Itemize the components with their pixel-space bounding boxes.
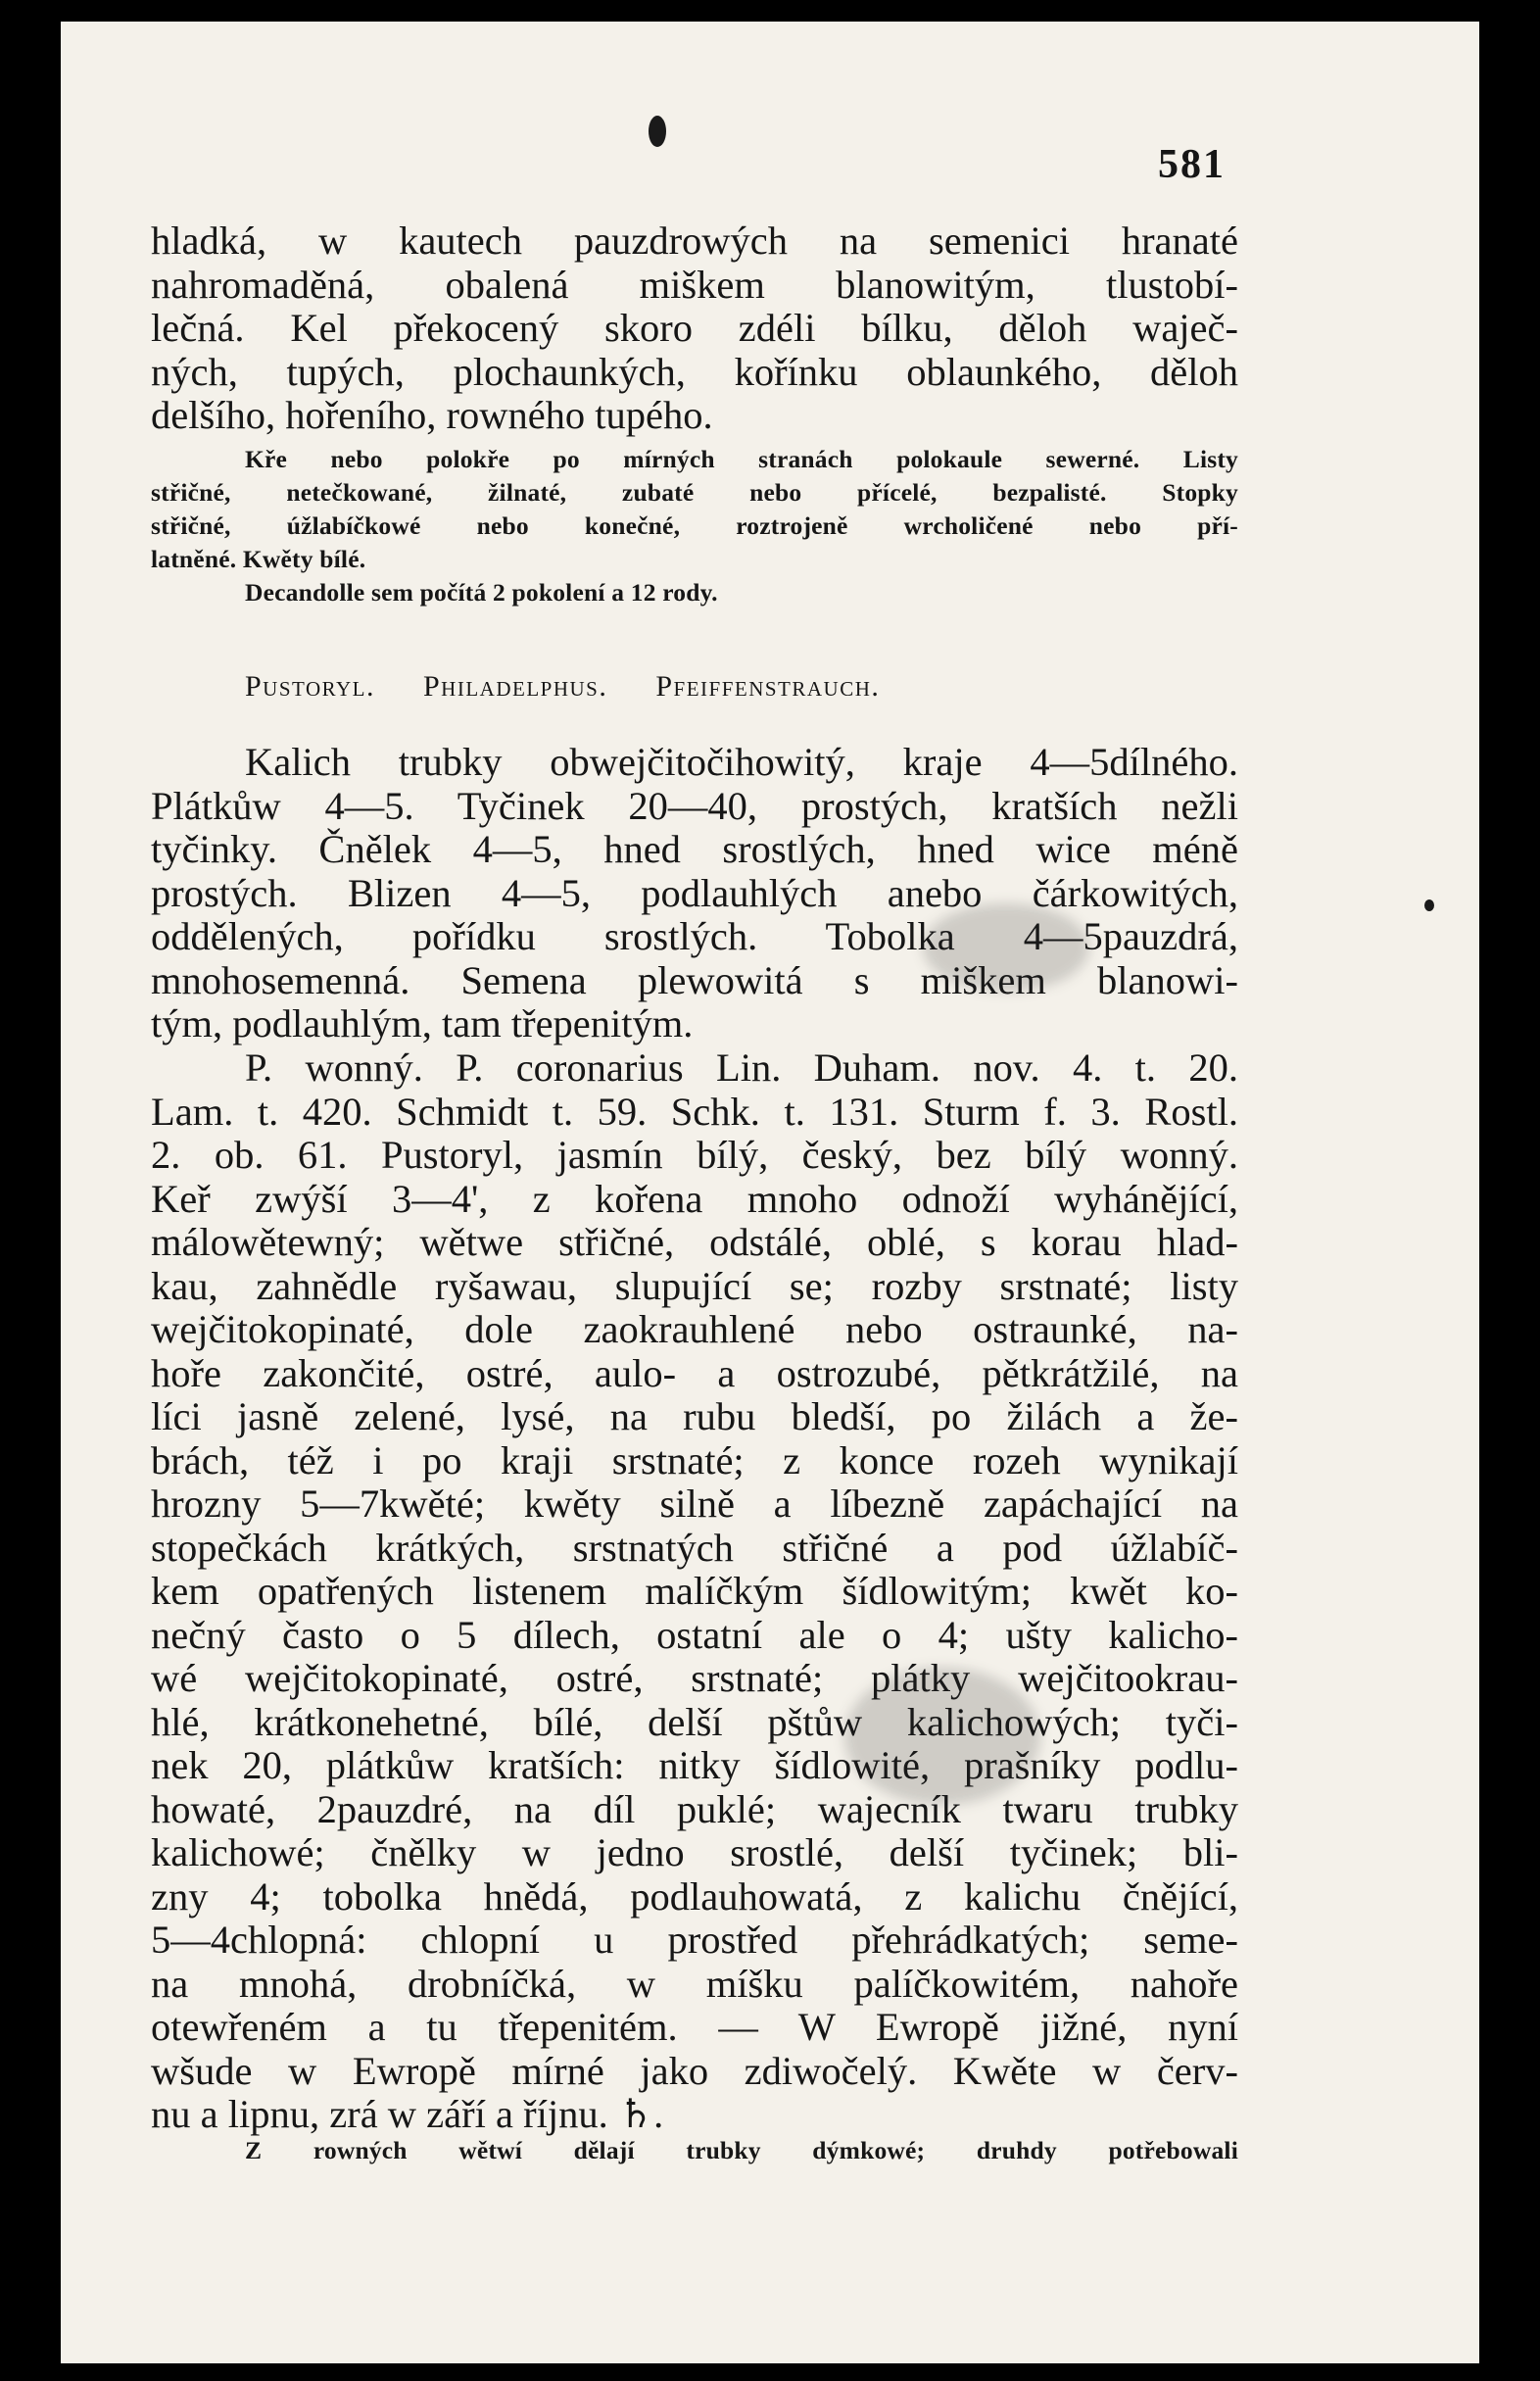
usage-note bbox=[151, 2134, 1238, 2167]
text-line: nek 20, plátkůw kratších: nitky šídlowité, prašníky podlu- bbox=[151, 1743, 1238, 1787]
text-line: Keř zwýší 3—4', z kořena mnoho odnoží wyhánějící, bbox=[151, 1176, 1238, 1221]
text-line: tyčinky. Čnělek 4—5, hned srostlých, hned wice méně bbox=[151, 827, 1238, 871]
text-line: málowětewný; wětwe střičné, odstálé, oblé, s korau hlad- bbox=[151, 1220, 1238, 1264]
note-line: Kře nebo polokře po mírných stranách polokaule sewerné. Listy bbox=[245, 445, 1238, 473]
text-line: nu a lipnu, zrá w září a říjnu. ♄. bbox=[151, 2092, 664, 2136]
text-line: howaté, 2pauzdré, na díl puklé; wajecník twaru trubky bbox=[151, 1786, 1238, 1831]
genus-description bbox=[151, 741, 1238, 1046]
note-line: Decandolle sem počítá 2 pokolení a 12 rody. bbox=[245, 578, 718, 607]
ink-blot bbox=[649, 116, 666, 147]
species-description bbox=[151, 1046, 1238, 2137]
text-line: hladká, w kautech pauzdrowých na semenici hranaté bbox=[151, 219, 1238, 263]
genus-name-czech: Pustoryl. bbox=[245, 670, 375, 703]
text-line: prostých. Blizen 4—5, podlauhlých anebo čárkowitých, bbox=[151, 870, 1238, 915]
book-page bbox=[61, 22, 1479, 2363]
text-line: wejčitokopinaté, dole zaokrauhlené nebo ostraunké, na- bbox=[151, 1307, 1238, 1351]
intro-paragraph bbox=[151, 219, 1238, 438]
text-line: kalichowé; čnělky w jedno srostlé, delší tyčinek; bli- bbox=[151, 1830, 1238, 1874]
text-line: Kalich trubky obwejčitočihowitý, kraje 4—5dílného. bbox=[245, 740, 1238, 784]
text-line: P. wonný. P. coronarius Lin. Duham. nov. 4. t. 20. bbox=[245, 1045, 1238, 1090]
text-line: wé wejčitokopinaté, ostré, srstnaté; plátky wejčitookrau- bbox=[151, 1656, 1238, 1700]
ink-dot bbox=[1424, 899, 1434, 911]
text-line: hrozny 5—7kwěté; kwěty silně a líbezně zapáchající na bbox=[151, 1482, 1238, 1526]
text-line: hoře zakončité, ostré, aulo- a ostrozubé, pětkrátžilé, na bbox=[151, 1350, 1238, 1395]
genus-name-german: Pfeiffenstrauch. bbox=[655, 670, 881, 703]
text-line: na mnohá, drobníčká, w míšku palíčkowitém, nahoře bbox=[151, 1961, 1238, 2006]
note-line: střičné, úžlabíčkowé nebo konečné, roztrojeně wrcholičené nebo pří- bbox=[151, 511, 1238, 540]
text-line: stopečkách krátkých, srstnatých střičné a pod úžlabíč- bbox=[151, 1525, 1238, 1570]
note-line: střičné, netečkowané, žilnaté, zubaté nebo přícelé, bezpalisté. Stopky bbox=[151, 478, 1238, 507]
text-line: hlé, krátkonehetné, bílé, delší pštůw kalichowých; tyči- bbox=[151, 1699, 1238, 1744]
text-line: 2. ob. 61. Pustoryl, jasmín bílý, český, bez bílý wonný. bbox=[151, 1133, 1238, 1177]
bleed-through-smudge bbox=[923, 903, 1089, 992]
text-line: Plátkůw 4—5. Tyčinek 20—40, prostých, kratších nežli bbox=[151, 783, 1238, 828]
genus-heading bbox=[245, 670, 1225, 704]
text-line: kau, zahnědle ryšawau, slupující se; rozby srstnaté; listy bbox=[151, 1263, 1238, 1308]
note-line: Z rowných wětwí dělají trubky dýmkowé; druhdy potřebowali bbox=[245, 2136, 1238, 2164]
text-line: brách, též i po kraji srstnaté; z konce rozeh wynikají bbox=[151, 1437, 1238, 1482]
family-note bbox=[151, 443, 1238, 609]
text-line: zny 4; tobolka hnědá, podlauhowatá, z kalichu čnějící, bbox=[151, 1873, 1238, 1919]
text-line: ných, tupých, plochaunkých, kořínku oblaunkého, děloh bbox=[151, 349, 1238, 394]
text-line: otewřeném a tu třepenitém. — W Ewropě jižné, nyní bbox=[151, 2005, 1238, 2049]
text-line: mnohosemenná. Semena plewowitá s miškem blanowi- bbox=[151, 957, 1238, 1002]
text-line: oddělených, pořídku srostlých. Tobolka 4—5pauzdrá, bbox=[151, 914, 1238, 958]
text-line: wšude w Ewropě mírné jako zdiwočelý. Kwěte w červ- bbox=[151, 2048, 1238, 2093]
text-line: delšího, hořeního, rowného tupého. bbox=[151, 393, 713, 437]
text-line: tým, podlauhlým, tam třepenitým. bbox=[151, 1001, 694, 1045]
note-line: latněné. Kwěty bílé. bbox=[151, 545, 366, 573]
text-line: líci jasně zelené, lysé, na rubu bledší, po žilách a že- bbox=[151, 1394, 1238, 1438]
text-line: lečná. Kel překocený skoro zdéli bílku, děloh waječ- bbox=[151, 306, 1238, 350]
text-line: Lam. t. 420. Schmidt t. 59. Schk. t. 131. Sturm f. 3. Rostl. bbox=[151, 1089, 1238, 1134]
text-line: nahromaděná, obalená miškem blanowitým, tlustobí- bbox=[151, 262, 1238, 307]
bleed-through-smudge bbox=[844, 1668, 1040, 1805]
text-line: nečný často o 5 dílech, ostatní ale o 4; ušty kalicho- bbox=[151, 1612, 1238, 1657]
genus-name-latin: Philadelphus. bbox=[422, 670, 608, 703]
text-line: kem opatřených listenem malíčkým šídlowitým; kwět ko- bbox=[151, 1569, 1238, 1613]
page-number: 581 bbox=[1158, 142, 1226, 187]
text-line: 5—4chlopná: chlopní u prostřed přehrádkatých; seme- bbox=[151, 1918, 1238, 1962]
